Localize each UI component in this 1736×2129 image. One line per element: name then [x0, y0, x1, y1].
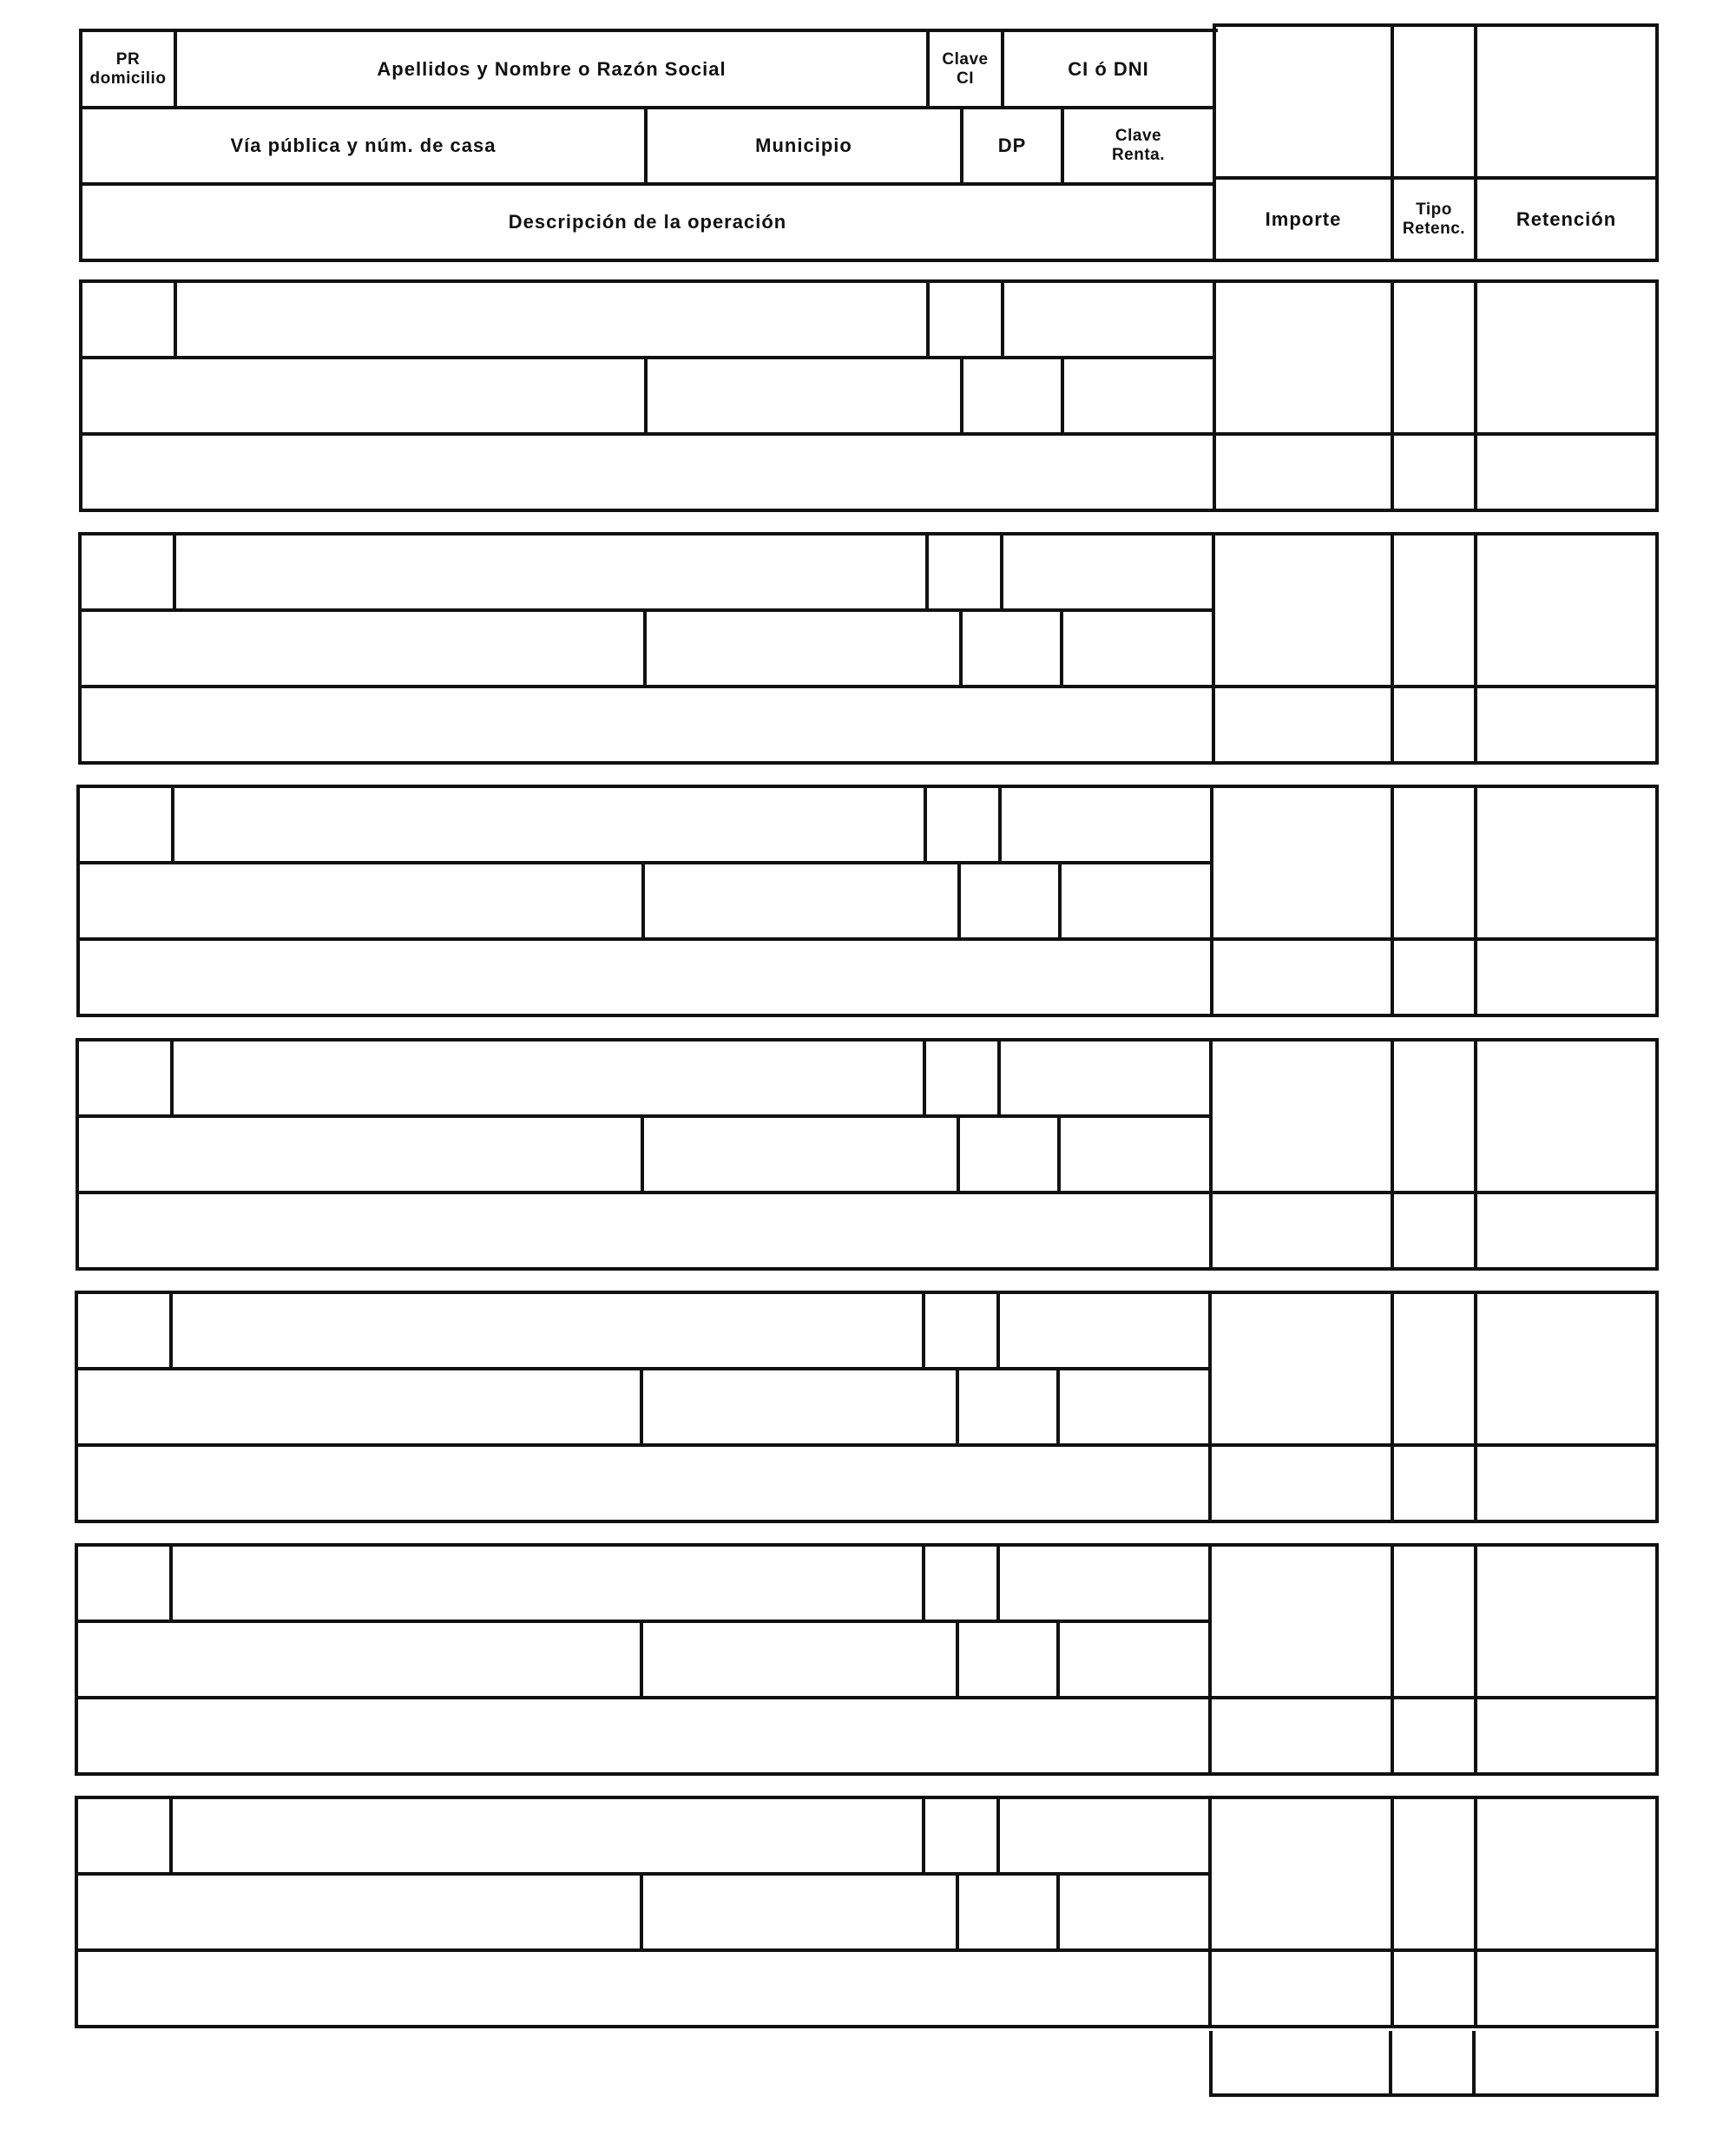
ci-dni-cell[interactable] [1003, 536, 1212, 608]
ci-dni-cell[interactable] [1000, 1799, 1208, 1872]
apellidos-nombre-cell[interactable] [173, 1294, 922, 1367]
municipio-cell[interactable] [643, 1370, 956, 1443]
apellidos-nombre-cell[interactable] [176, 536, 925, 608]
importe-cell[interactable] [1212, 1699, 1391, 1772]
clave-renta-cell[interactable] [1060, 1370, 1208, 1443]
total-retencion-cell[interactable] [1476, 2031, 1655, 2093]
clave-renta-cell[interactable] [1061, 1118, 1209, 1191]
retencion-cell[interactable] [1477, 1447, 1655, 1520]
retencion-cell[interactable] [1477, 1952, 1655, 2025]
importe-cell[interactable] [1213, 1194, 1391, 1267]
pr-domicilio-cell[interactable] [78, 1294, 169, 1367]
entry-block [0, 785, 1736, 1028]
pr-domicilio-cell[interactable] [78, 1799, 169, 1872]
retencion-cell[interactable] [1477, 1194, 1655, 1267]
apellidos-nombre-cell[interactable] [173, 1547, 922, 1620]
tipo-retenc-cell[interactable] [1394, 1447, 1474, 1520]
tipo-retenc-cell[interactable] [1394, 1194, 1474, 1267]
pr-domicilio-cell[interactable] [82, 536, 173, 608]
clave-renta-cell[interactable] [1060, 1623, 1208, 1696]
importe-cell[interactable] [1212, 1447, 1391, 1520]
entry-block [0, 1796, 1736, 2039]
importe-cell[interactable] [1215, 688, 1391, 761]
clave-ci-cell[interactable] [929, 536, 1000, 608]
ci-dni-cell[interactable] [1004, 283, 1213, 356]
municipio-cell[interactable] [643, 1876, 956, 1948]
pr-domicilio-cell[interactable] [80, 788, 171, 861]
municipio-cell[interactable] [648, 359, 960, 432]
dp-cell[interactable] [959, 1623, 1056, 1696]
header-retencion: Retención [1516, 207, 1617, 230]
entry-block [0, 279, 1736, 522]
tipo-retenc-cell[interactable] [1394, 1952, 1474, 2025]
entry-block [0, 1038, 1736, 1281]
tipo-retenc-cell[interactable] [1394, 941, 1474, 1014]
importe-cell[interactable] [1216, 436, 1391, 509]
tipo-retenc-cell[interactable] [1394, 436, 1474, 509]
ci-dni-cell[interactable] [1000, 1294, 1208, 1367]
entry-block [0, 532, 1736, 775]
clave-renta-cell[interactable] [1062, 864, 1210, 937]
importe-cell[interactable] [1212, 1952, 1391, 2025]
retencion-cell[interactable] [1477, 941, 1655, 1014]
municipio-cell[interactable] [644, 1118, 957, 1191]
ci-dni-cell[interactable] [1000, 1547, 1208, 1620]
apellidos-nombre-cell[interactable] [173, 1799, 922, 1872]
descripcion-cell[interactable] [82, 436, 1213, 509]
dp-cell[interactable] [960, 1118, 1057, 1191]
dp-cell[interactable] [963, 612, 1060, 685]
header-apellidos-nombre: Apellidos y Nombre o Razón Social [377, 57, 727, 80]
clave-renta-cell[interactable] [1063, 612, 1212, 685]
clave-ci-cell[interactable] [925, 1294, 996, 1367]
header-ci-dni: CI ó DNI [1068, 57, 1149, 80]
clave-ci-cell[interactable] [926, 1042, 997, 1114]
total-importe-cell[interactable] [1213, 2031, 1389, 2093]
pr-domicilio-cell[interactable] [78, 1547, 169, 1620]
apellidos-nombre-cell[interactable] [174, 1042, 923, 1114]
clave-ci-cell[interactable] [925, 1547, 996, 1620]
clave-renta-cell[interactable] [1064, 359, 1213, 432]
header-municipio: Municipio [755, 135, 852, 157]
tipo-retenc-cell[interactable] [1394, 688, 1474, 761]
descripcion-cell[interactable] [78, 1952, 1208, 2025]
descripcion-cell[interactable] [80, 941, 1210, 1014]
header-clave-ci: Clave CI [942, 49, 989, 88]
descripcion-cell[interactable] [82, 688, 1212, 761]
clave-ci-cell[interactable] [925, 1799, 996, 1872]
total-tipo-retenc-cell[interactable] [1392, 2031, 1472, 2093]
pr-domicilio-cell[interactable] [79, 1042, 170, 1114]
clave-renta-cell[interactable] [1060, 1876, 1208, 1948]
clave-ci-cell[interactable] [927, 788, 998, 861]
municipio-cell[interactable] [647, 612, 959, 685]
via-publica-cell[interactable] [82, 612, 643, 685]
retencion-cell[interactable] [1477, 1699, 1655, 1772]
ci-dni-cell[interactable] [1001, 1042, 1209, 1114]
descripcion-cell[interactable] [78, 1447, 1208, 1520]
apellidos-nombre-cell[interactable] [177, 283, 926, 356]
header-tipo-retenc: Tipo Retenc. [1402, 200, 1466, 238]
clave-ci-cell[interactable] [930, 283, 1001, 356]
via-publica-cell[interactable] [78, 1623, 640, 1696]
importe-cell[interactable] [1213, 941, 1391, 1014]
dp-cell[interactable] [959, 1876, 1056, 1948]
header-clave-renta: Clave Renta. [1111, 127, 1166, 164]
retencion-cell[interactable] [1477, 436, 1655, 509]
apellidos-nombre-cell[interactable] [174, 788, 924, 861]
ci-dni-cell[interactable] [1002, 788, 1210, 861]
descripcion-cell[interactable] [78, 1699, 1208, 1772]
municipio-cell[interactable] [645, 864, 957, 937]
via-publica-cell[interactable] [82, 359, 644, 432]
dp-cell[interactable] [963, 359, 1061, 432]
via-publica-cell[interactable] [78, 1370, 640, 1443]
header-block [0, 0, 1736, 269]
via-publica-cell[interactable] [78, 1876, 640, 1948]
header-via-publica: Vía pública y núm. de casa [230, 135, 496, 157]
totals-row [0, 2031, 1736, 2118]
retencion-cell[interactable] [1477, 688, 1655, 761]
via-publica-cell[interactable] [80, 864, 641, 937]
entry-block [0, 1291, 1736, 1534]
municipio-cell[interactable] [643, 1623, 956, 1696]
header-descripcion: Descripción de la operación [508, 211, 787, 233]
header-pr-domicilio: PR domicilio [89, 49, 167, 88]
dp-cell[interactable] [959, 1370, 1056, 1443]
header-dp: DP [997, 135, 1027, 157]
descripcion-cell[interactable] [79, 1194, 1209, 1267]
pr-domicilio-cell[interactable] [82, 283, 174, 356]
via-publica-cell[interactable] [79, 1118, 641, 1191]
header-importe: Importe [1265, 207, 1342, 230]
dp-cell[interactable] [961, 864, 1058, 937]
entry-block [0, 1543, 1736, 1786]
tipo-retenc-cell[interactable] [1394, 1699, 1474, 1772]
